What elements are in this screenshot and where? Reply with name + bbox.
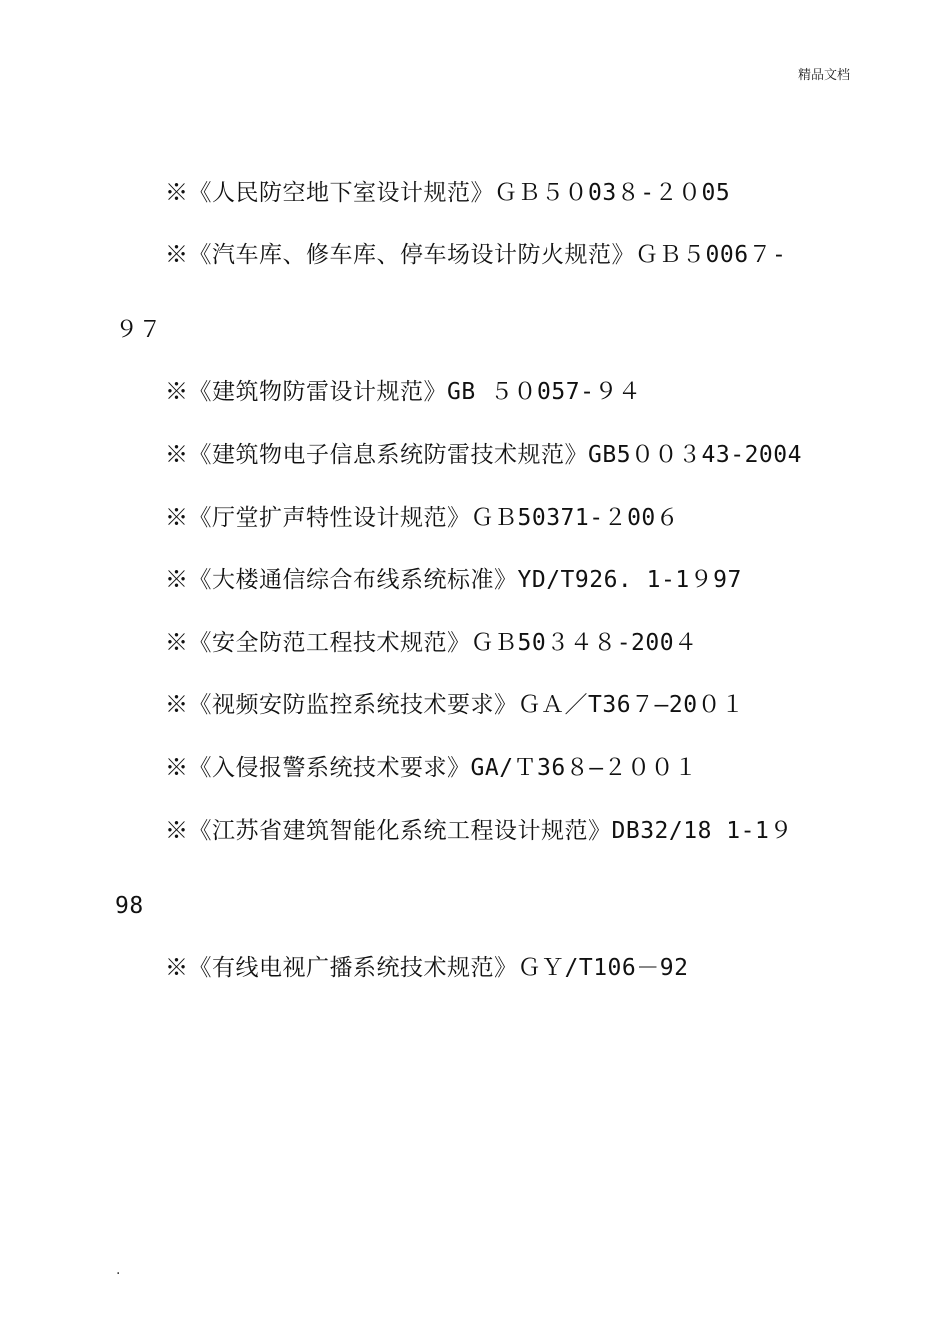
header-tag: 精品文档 — [797, 68, 850, 83]
standard-item: ※《人民防空地下室设计规范》ＧＢ５０03８-２０05 — [165, 180, 731, 206]
footer-mark: . — [116, 1262, 121, 1278]
standard-item: ※《汽车库、修车库、停车场设计防火规范》ＧＢ５006７- — [165, 242, 787, 268]
standard-item: ※《安全防范工程技术规范》ＧＢ50３４８-200４ — [165, 630, 698, 656]
standard-item-continuation: 98 — [115, 893, 144, 919]
standard-item: ※《建筑物防雷设计规范》GB ５０057-９４ — [165, 379, 642, 405]
standard-item: ※《有线电视广播系统技术规范》ＧＹ/T106－92 — [165, 955, 689, 981]
standard-item: ※《大楼通信综合布线系统标准》YD/T926. 1-1９97 — [165, 567, 742, 593]
standard-item: ※《厅堂扩声特性设计规范》ＧＢ50371-２00６ — [165, 505, 680, 531]
standard-item: ※《江苏省建筑智能化系统工程设计规范》DB32/18 1-1９ — [165, 818, 793, 844]
standard-item: ※《建筑物电子信息系统防雷技术规范》GB5００３43-2004 — [165, 442, 802, 468]
standard-item: ※《视频安防监控系统技术要求》ＧＡ／T36７—20０１ — [165, 692, 745, 718]
standard-item: ※《入侵报警系统技术要求》GA/Ｔ36８—２００１ — [165, 755, 698, 781]
standard-item-continuation: ９７ — [115, 317, 162, 343]
